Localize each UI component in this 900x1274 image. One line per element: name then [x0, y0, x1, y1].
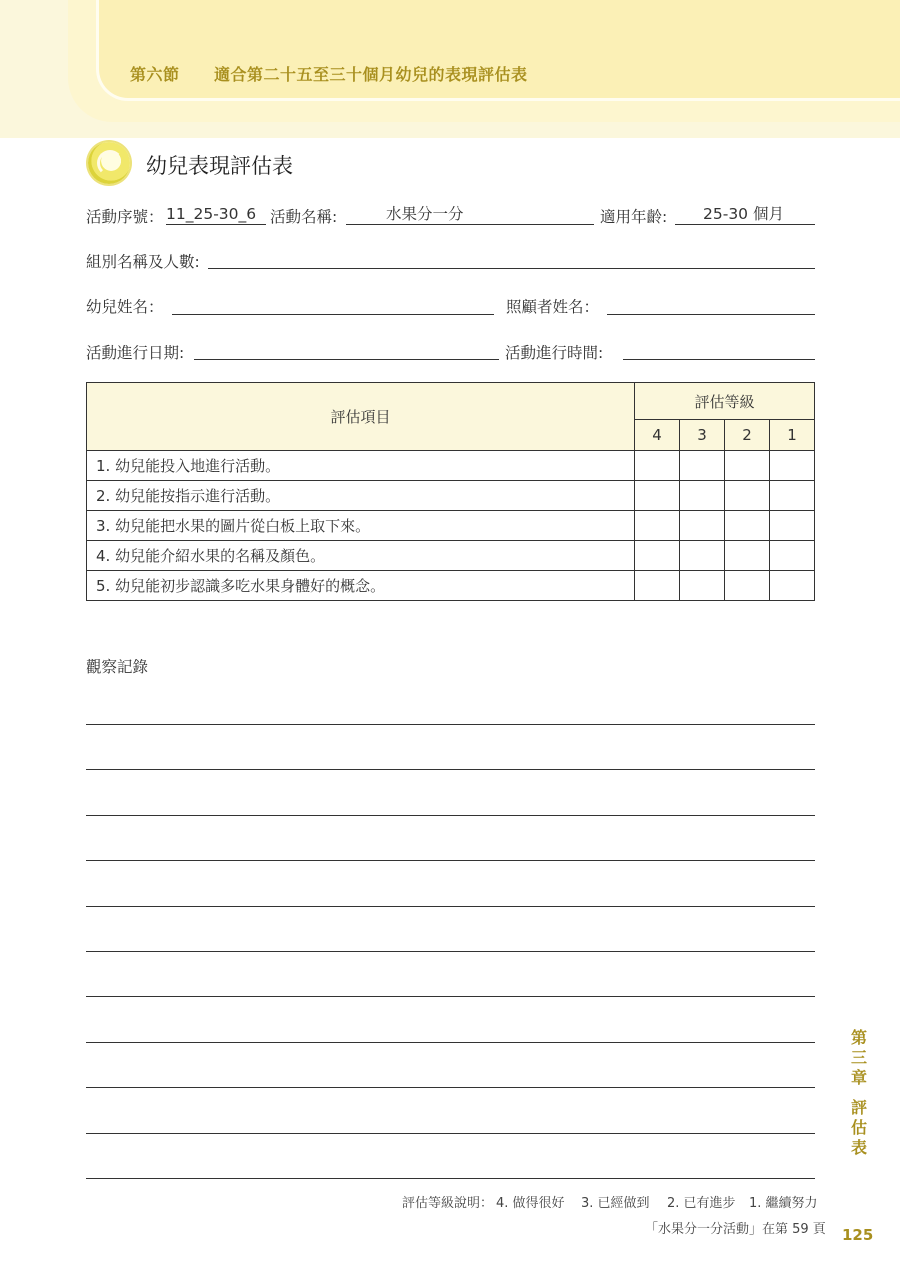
legend-3: 3. 已經做到 [581, 1196, 650, 1211]
date-label: 活動進行日期: [86, 344, 185, 362]
legend-1: 1. 繼續努力 [749, 1196, 818, 1211]
table-row [87, 451, 815, 481]
observation-line[interactable] [86, 1042, 815, 1043]
grade-1-header: 1 [770, 420, 815, 451]
date-field[interactable] [194, 339, 499, 360]
item-text: 4. 幼兒能介紹水果的名稱及顏色。 [87, 541, 635, 571]
observation-line[interactable] [86, 1087, 815, 1088]
score-cell-4[interactable] [635, 481, 680, 511]
grade-3-header: 3 [680, 420, 725, 451]
score-cell-3[interactable] [680, 451, 725, 481]
activity-no-label: 活動序號： [86, 208, 164, 226]
score-cell-4[interactable] [635, 541, 680, 571]
score-cell-2[interactable] [725, 481, 770, 511]
circle-bullet-icon [88, 142, 130, 184]
score-cell-2[interactable] [725, 541, 770, 571]
score-cell-1[interactable] [770, 481, 815, 511]
score-cell-3[interactable] [680, 511, 725, 541]
age-label: 適用年齡: [600, 208, 668, 226]
table-row [87, 481, 815, 511]
table-row [87, 571, 815, 601]
observation-line[interactable] [86, 860, 815, 861]
carer-name-field[interactable] [607, 294, 815, 315]
group-field[interactable] [208, 248, 815, 269]
item-text: 3. 幼兒能把水果的圖片從白板上取下來。 [87, 511, 635, 541]
time-field[interactable] [623, 339, 815, 360]
score-cell-4[interactable] [635, 571, 680, 601]
form-title: 幼兒表現評估表 [146, 154, 293, 178]
score-cell-3[interactable] [680, 481, 725, 511]
observation-line[interactable] [86, 815, 815, 816]
item-text: 1. 幼兒能投入地進行活動。 [87, 451, 635, 481]
activity-no-field[interactable]: 11_25-30_6 [166, 204, 266, 225]
grade-2-header: 2 [725, 420, 770, 451]
score-cell-4[interactable] [635, 511, 680, 541]
child-name-field[interactable] [172, 294, 494, 315]
child-name-label: 幼兒姓名： [86, 298, 164, 316]
score-cell-3[interactable] [680, 541, 725, 571]
score-cell-1[interactable] [770, 451, 815, 481]
observation-line[interactable] [86, 996, 815, 997]
item-text: 5. 幼兒能初步認識多吃水果身體好的概念。 [87, 571, 635, 601]
activity-name-field[interactable]: 水果分一分 [346, 204, 594, 225]
item-header: 評估項目 [87, 383, 635, 451]
observation-line[interactable] [86, 906, 815, 907]
observation-line[interactable] [86, 951, 815, 952]
page-number: 125 [842, 1226, 874, 1244]
page-reference: 「水果分一分活動」在第 59 頁 [645, 1222, 826, 1237]
topic-label: 評估表 [850, 1098, 867, 1157]
time-label: 活動進行時間: [505, 344, 604, 362]
observation-line[interactable] [86, 1178, 815, 1179]
observation-line[interactable] [86, 769, 815, 770]
legend-4: 4. 做得很好 [496, 1196, 565, 1211]
carer-name-label: 照顧者姓名： [506, 298, 600, 316]
header-tab-inner [96, 0, 900, 101]
score-cell-2[interactable] [725, 511, 770, 541]
assessment-table [86, 382, 815, 601]
grade-header: 評估等級 [635, 383, 815, 420]
legend-label: 評估等級說明： [402, 1196, 494, 1211]
score-cell-1[interactable] [770, 571, 815, 601]
section-label: 第六節 [130, 65, 180, 84]
activity-name-label: 活動名稱: [270, 208, 338, 226]
legend-2: 2. 已有進步 [667, 1196, 736, 1211]
score-cell-2[interactable] [725, 571, 770, 601]
group-label: 組別名稱及人數: [86, 253, 200, 271]
table-row [87, 511, 815, 541]
score-cell-2[interactable] [725, 451, 770, 481]
observation-label: 觀察記錄 [86, 658, 149, 676]
score-cell-1[interactable] [770, 541, 815, 571]
observation-line[interactable] [86, 1133, 815, 1134]
table-row [87, 541, 815, 571]
grade-4-header: 4 [635, 420, 680, 451]
chapter-label: 第三章 [850, 1028, 867, 1087]
score-cell-4[interactable] [635, 451, 680, 481]
item-text: 2. 幼兒能按指示進行活動。 [87, 481, 635, 511]
observation-line[interactable] [86, 724, 815, 725]
score-cell-3[interactable] [680, 571, 725, 601]
age-field[interactable]: 25-30 個月 [675, 204, 815, 225]
score-cell-1[interactable] [770, 511, 815, 541]
header-title: 適合第二十五至三十個月幼兒的表現評估表 [214, 65, 528, 84]
